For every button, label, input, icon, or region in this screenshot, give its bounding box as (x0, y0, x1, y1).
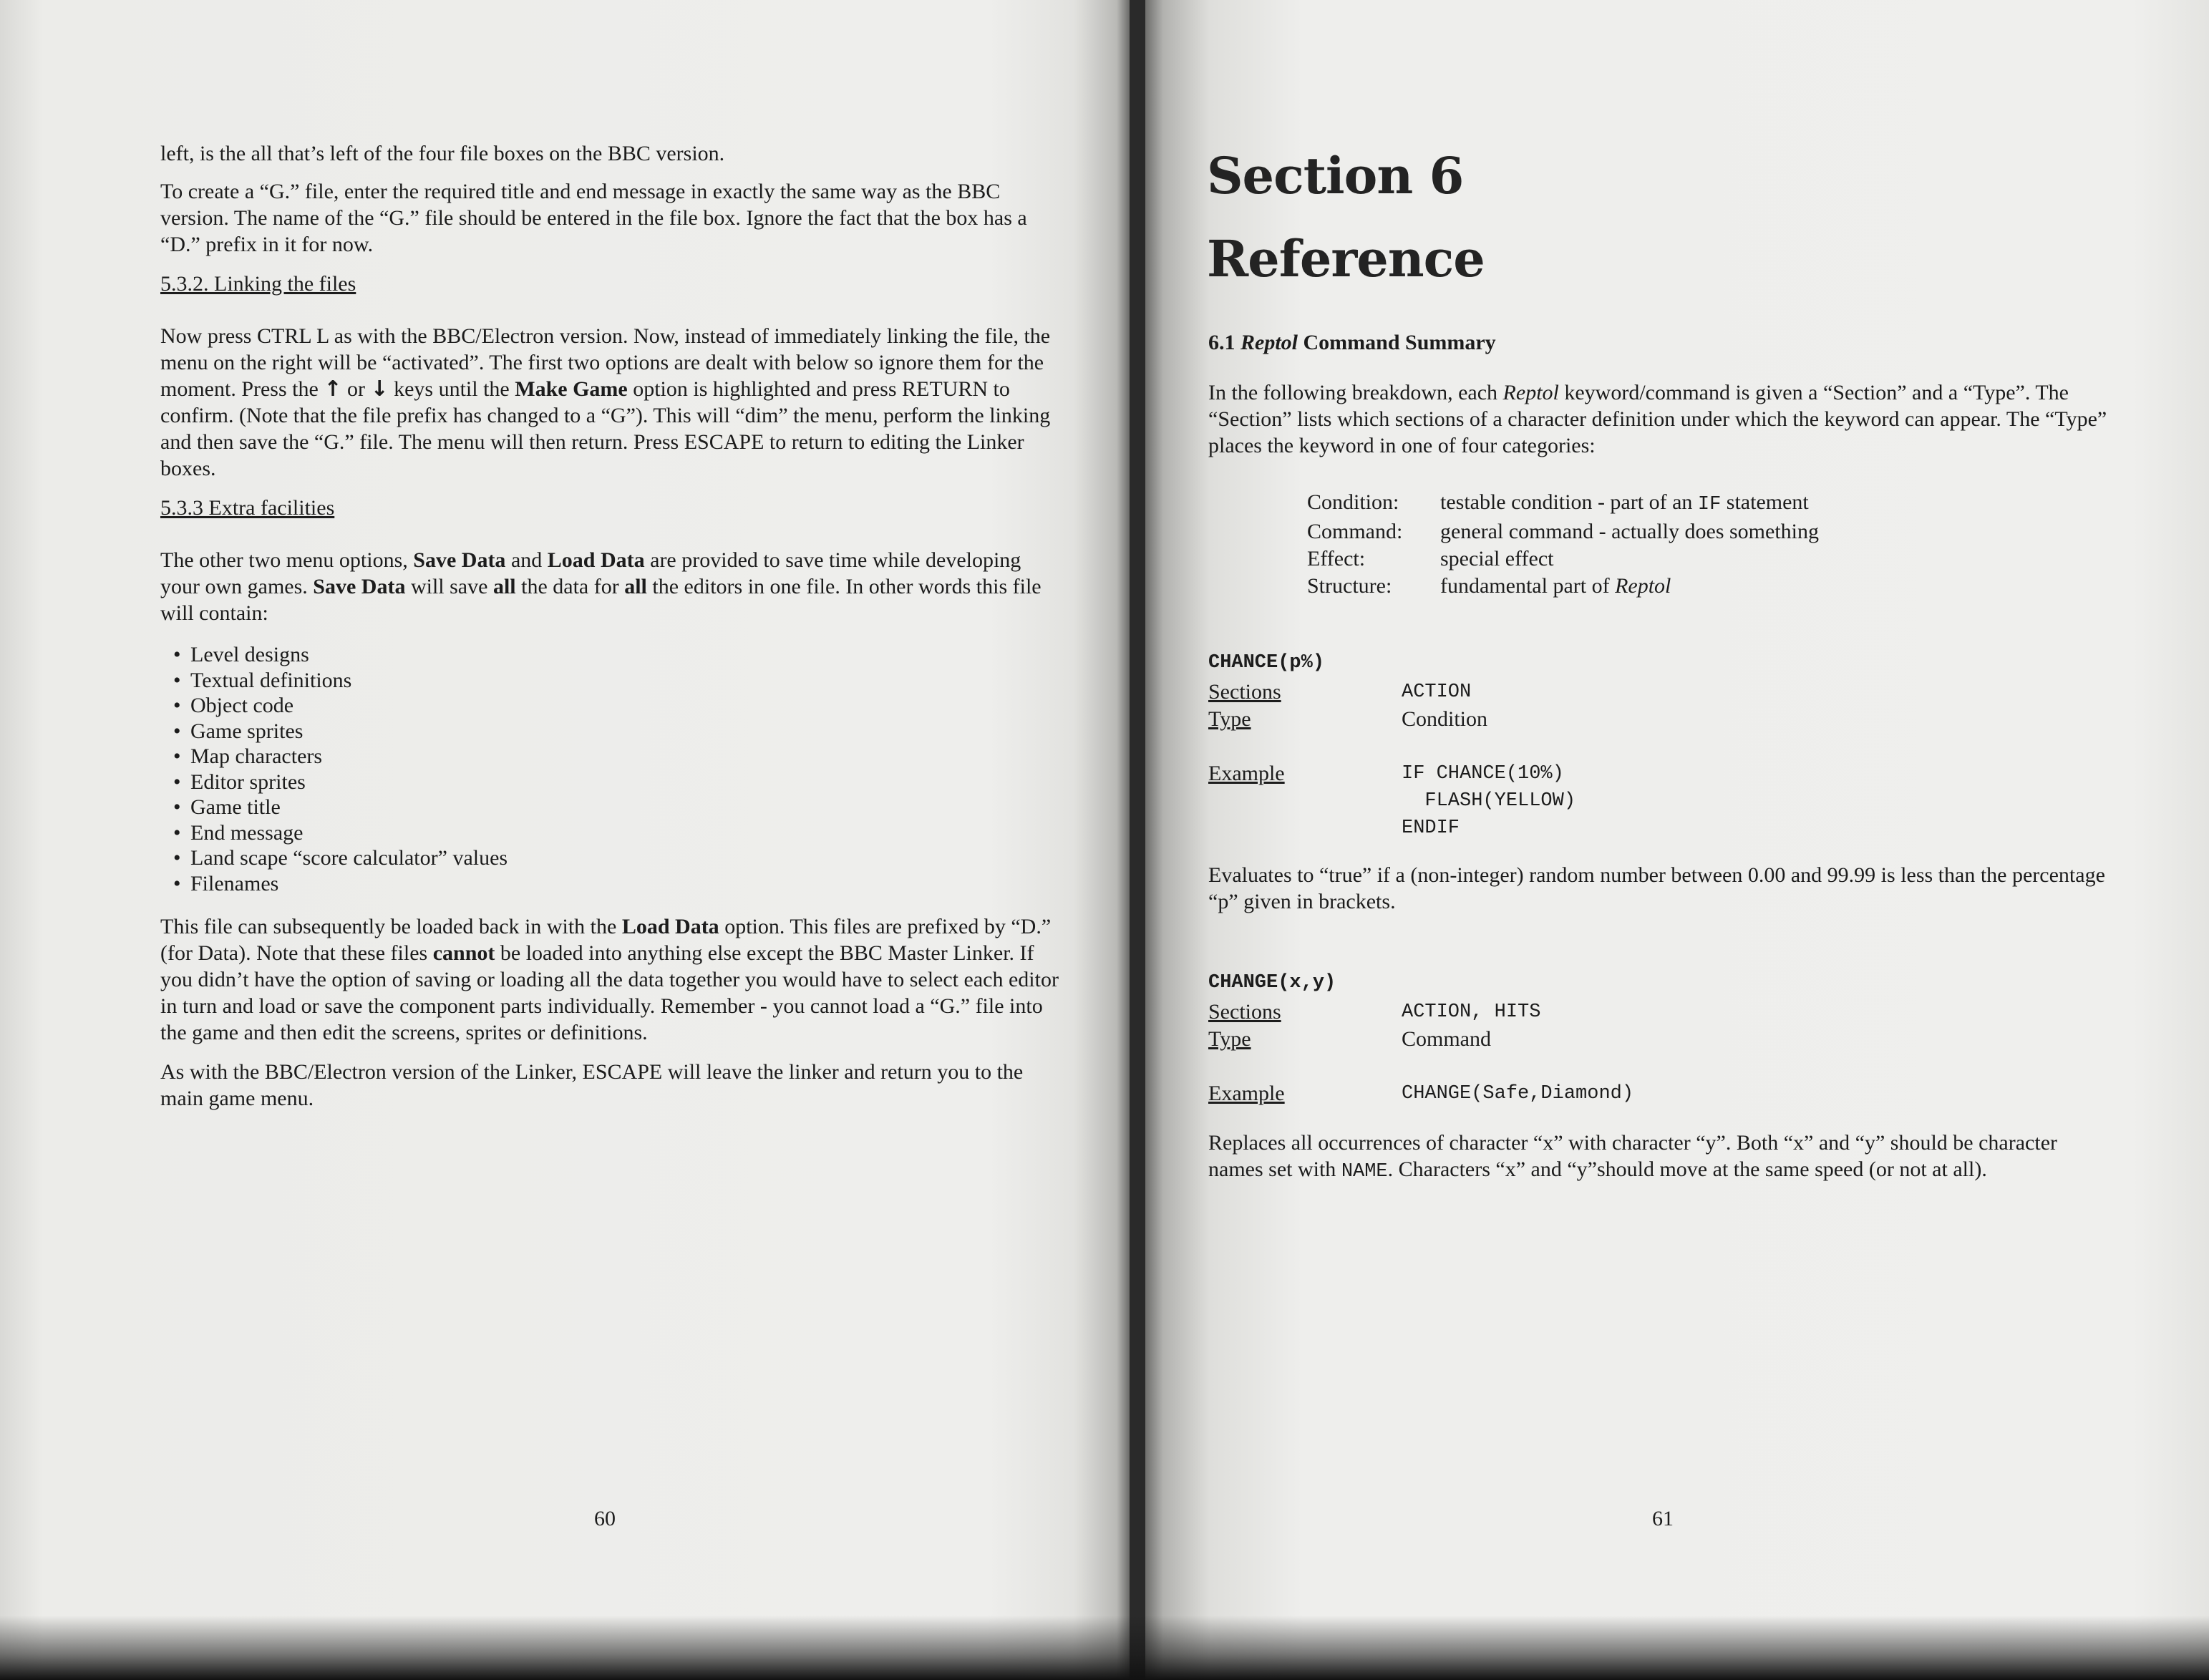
left-page-body (160, 140, 1059, 1112)
list-item: • Editor sprites (160, 769, 1059, 795)
list-item: • Level designs (160, 642, 1059, 668)
chance-type-row: Type Condition (1208, 707, 1488, 731)
subheading-command-summary: 6.1 Reptol Command Summary (1208, 331, 1496, 354)
list-item: • Filenames (160, 871, 1059, 897)
category-row: Effect: special effect (1307, 547, 1554, 570)
section-heading: Section 6 (1207, 146, 1464, 205)
bottom-shadow (0, 1616, 2209, 1680)
change-sections-row: Sections ACTION, HITS (1208, 1000, 1541, 1024)
category-row: Condition: testable condition - part of an IF statement (1307, 490, 1809, 515)
category-row: Structure: fundamental part of Reptol (1307, 574, 1671, 598)
category-list (1307, 489, 1819, 600)
page-number-right: 61 (1652, 1507, 1674, 1530)
chance-example-row: Example IF CHANCE(10%) FLASH(YELLOW) ENDIF (1208, 760, 2110, 846)
intro-paragraph: In the following breakdown, each Reptol keyword/command is given a “Section” and a “Type”. The “Section” lists which sections of a character definition under which the keyword can appear. The “Type” places the keyword in one of four categories: (1208, 381, 2107, 457)
paragraph-create-g-file: To create a “G.” file, enter the required title and end message in exactly the same way as the BBC version. The name of the “G.” file should be entered in the file box. Ignore the fact that the box has a “D.” prefix in it for now. (160, 180, 1027, 256)
page-number-left: 60 (594, 1507, 616, 1530)
file-contents-list (160, 642, 1059, 896)
list-item: • Map characters (160, 744, 1059, 769)
down-arrow-icon: ↓ (370, 377, 389, 402)
code-line: CHANGE(Safe,Diamond) (1402, 1083, 1634, 1104)
paragraph-save-load-data: The other two menu options, Save Data and Load Data are provided to save time while developing your own games. Save Data will save all the data for all the editors in one file. In other words this file will contain: (160, 548, 1042, 625)
command-title-change: CHANGE(x,y) (1208, 972, 1336, 994)
change-type-row: Type Command (1208, 1027, 1491, 1051)
heading-linking-files: 5.3.2. Linking the files (160, 272, 356, 296)
list-item: • Game sprites (160, 719, 1059, 744)
paragraph-file-boxes: left, is the all that’s left of the four file boxes on the BBC version. (160, 142, 725, 165)
list-item: • End message (160, 820, 1059, 846)
list-item: • Object code (160, 693, 1059, 719)
code-line: FLASH(YELLOW) (1402, 790, 1576, 812)
list-item: • Textual definitions (160, 668, 1059, 694)
code-line: ENDIF (1402, 817, 1460, 839)
change-description: Replaces all occurrences of character “x” with character “y”. Both “x” and “y” should be character names set with NAME. Characters “x” and “y”should move at the same speed (or not at all). (1208, 1131, 2058, 1183)
chance-description: Evaluates to “true” if a (non-integer) random number between 0.00 and 99.99 is less than the percentage “p” given in brackets. (1208, 863, 2105, 913)
list-item: • Game title (160, 795, 1059, 820)
category-row: Command: general command - actually does something (1307, 520, 1819, 543)
list-item: • Land scape “score calculator” values (160, 845, 1059, 871)
paragraph-load-data: This file can subsequently be loaded back in with the Load Data option. This files are prefixed by “D.” (for Data). Note that these files cannot be loaded into anything else except the BBC Master Linker. If you didn’t have the option of saving or loading all the data together you would have to select each editor in turn and load or save the component parts individually. Remember - you cannot load a “G.” file into the game and then edit the screens, sprites or definitions. (160, 915, 1059, 1044)
book-spine (1130, 0, 1145, 1680)
command-title-chance: CHANCE(p%) (1208, 652, 1325, 674)
paragraph-linking: Now press CTRL L as with the BBC/Electron version. Now, instead of immediately linking the file, the menu on the right will be “activated”. The first two options are dealt with below so ignore them for the moment. Press the ↑ or ↓ keys until the Make Game option is highlighted and press RETURN to confirm. (Note that the file prefix has changed to a “G”). This will “dim” the menu, perform the linking and then save the “G.” file. The menu will then return. Press ESCAPE to return to editing the Linker boxes. (160, 324, 1051, 480)
page-title: Reference (1207, 229, 1485, 288)
chance-sections-row: Sections ACTION (1208, 680, 1472, 704)
heading-extra-facilities: 5.3.3 Extra facilities (160, 496, 335, 520)
up-arrow-icon: ↑ (324, 377, 342, 402)
code-line: IF CHANCE(10%) (1402, 763, 1564, 785)
paragraph-escape: As with the BBC/Electron version of the Linker, ESCAPE will leave the linker and return you to the main game menu. (160, 1060, 1024, 1110)
change-example-row: Example CHANGE(Safe,Diamond) (1208, 1080, 2110, 1109)
